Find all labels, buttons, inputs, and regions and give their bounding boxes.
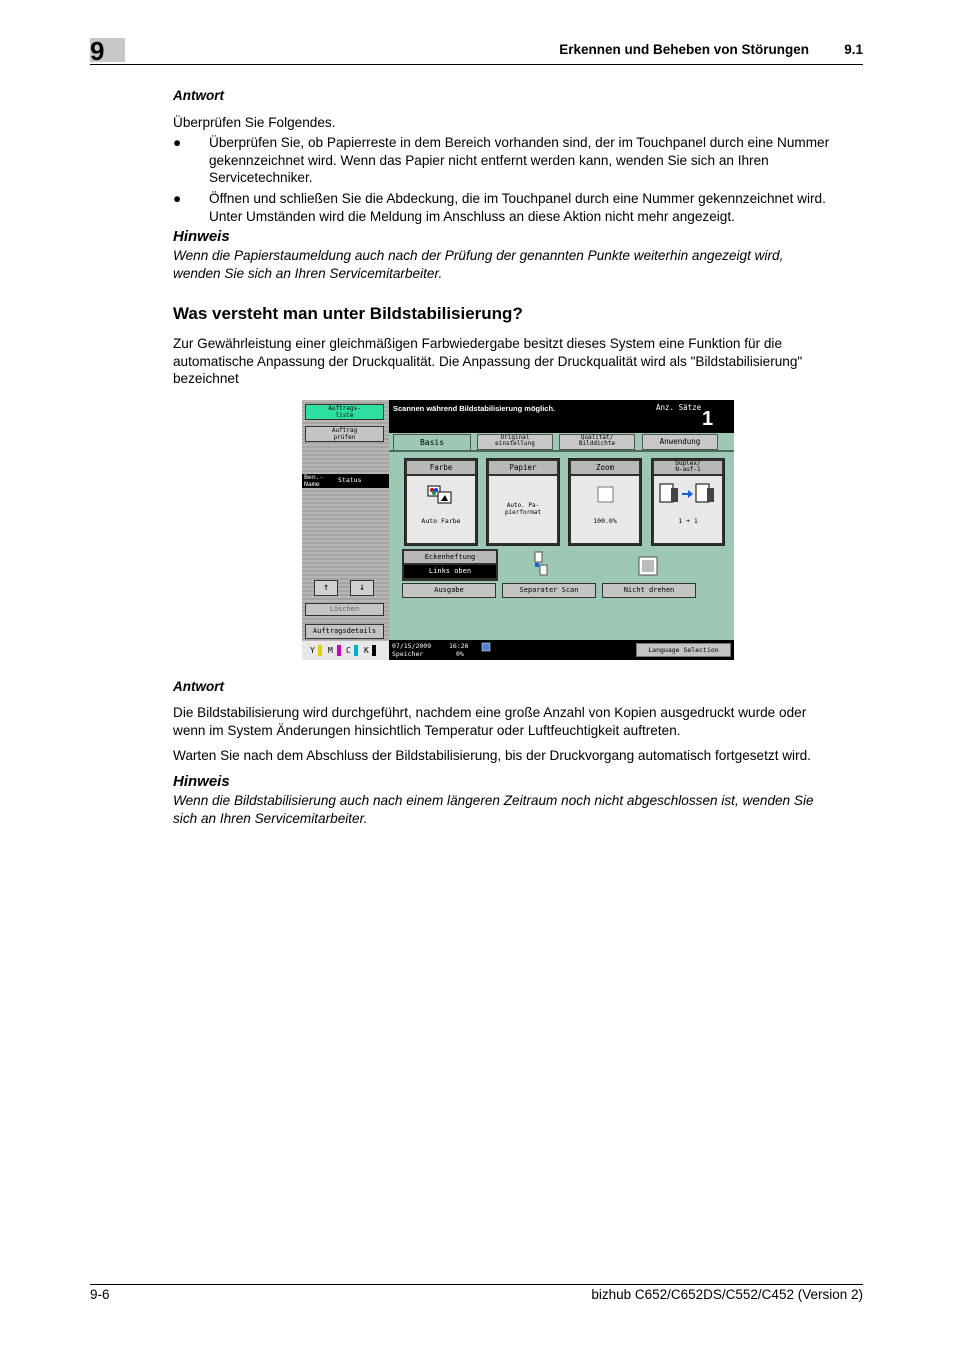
- job-details-button[interactable]: Auftragsdetails: [305, 624, 384, 639]
- button-caption: Zoom: [571, 461, 639, 474]
- header-rule: [90, 64, 863, 65]
- paragraph-line: Die Bildstabilisierung wird durchgeführt, nachdem eine große Anzahl von Kopien ausgedruckt wurde oder: [173, 705, 807, 720]
- bullet-dot: ●: [173, 135, 182, 150]
- button-label: Auftrag: [331, 427, 358, 434]
- button-caption: [654, 461, 722, 474]
- job-list-button[interactable]: [305, 404, 384, 420]
- date-display: 07/15/2009: [392, 642, 432, 650]
- scroll-down-button[interactable]: ↓: [350, 580, 374, 596]
- memory-value: 0%: [456, 650, 464, 658]
- value-line: pierformat: [504, 509, 542, 516]
- list-item-line: Öffnen und schließen Sie die Abdeckung, die im Touchpanel durch eine Nummer gekennzeichnet wird.: [209, 191, 826, 206]
- note-line: Wenn die Bildstabilisierung auch nach einem längeren Zeitraum noch nicht abgeschlossen ist, wenden Sie: [173, 793, 814, 808]
- sets-label: Anz. Sätze: [656, 403, 702, 412]
- zoom-button[interactable]: [568, 458, 642, 546]
- auto-color-icon: [407, 476, 475, 516]
- caption-line: N-auf-1: [675, 466, 701, 473]
- staple-label: Eckenheftung: [404, 551, 496, 563]
- sets-value: 1: [702, 408, 714, 430]
- answer-label: Antwort: [173, 88, 224, 103]
- network-icon: [481, 642, 491, 652]
- list-item-line: Überprüfen Sie, ob Papierreste in dem Bereich vorhanden sind, der im Touchpanel durch eine Nummer: [209, 135, 830, 150]
- paragraph-line: wenn im System Änderungen hinsichtlich Temperatur oder Luftfeuchtigkeit auftreten.: [173, 722, 681, 738]
- tab-label: Bilddichte: [578, 440, 616, 447]
- bottom-bar: [389, 640, 734, 660]
- main-area: [389, 433, 734, 640]
- tab-quality[interactable]: [559, 434, 635, 450]
- button-label: prüfen: [333, 434, 356, 441]
- list-item-line: Unter Umständen wird die Meldung im Anschluss an diese Aktion nicht mehr angezeigt.: [209, 208, 735, 224]
- toner-c-bar: [354, 645, 358, 656]
- scroll-up-button[interactable]: ↑: [314, 580, 338, 596]
- paragraph-line: bezeichnet: [173, 371, 239, 386]
- caption-line: Duplex/: [675, 460, 701, 467]
- check-job-button[interactable]: [305, 426, 384, 442]
- header-line: Ben.-: [304, 473, 324, 481]
- button-face: [407, 476, 475, 543]
- toner-m-label: M: [328, 646, 333, 655]
- button-caption: Papier: [489, 461, 557, 474]
- page-number: 9-6: [90, 1287, 110, 1302]
- bullet-list: [173, 134, 863, 188]
- memory-label: Speicher: [392, 650, 424, 658]
- tab-original-setting[interactable]: [477, 434, 553, 450]
- answer-paragraph: [173, 704, 863, 739]
- list-item-text: [209, 134, 863, 187]
- footer-model: bizhub C652/C652DS/C552/C452 (Version 2): [591, 1287, 863, 1302]
- rotation-icon: [637, 555, 661, 579]
- toner-y-bar: [318, 645, 322, 656]
- button-caption: Farbe: [407, 461, 475, 474]
- status-message: Scannen während Bildstabilisierung möglich.: [393, 404, 556, 413]
- toner-k-bar: [372, 645, 376, 656]
- tab-label: Qualität/: [580, 434, 614, 441]
- button-value: [489, 502, 557, 516]
- no-rotate-button[interactable]: Nicht drehen: [602, 583, 696, 598]
- toner-y-label: Y: [310, 646, 315, 655]
- staple-position-icon: [529, 551, 559, 579]
- left-column: [302, 400, 389, 660]
- staple-button[interactable]: [402, 549, 498, 581]
- button-value: Auto Farbe: [421, 517, 461, 525]
- toner-c-label: C: [346, 646, 351, 655]
- section-heading: Was versteht man unter Bildstabilisierung?: [173, 304, 523, 323]
- note-line: wenden Sie sich an Ihren Servicemitarbeiter.: [173, 265, 443, 281]
- list-item-text: [209, 190, 863, 225]
- color-button[interactable]: [404, 458, 478, 546]
- list-item-line: gekennzeichnet wird. Wenn das Papier nicht entfernt werden kann, wenden Sie sich an Ihren: [209, 152, 769, 168]
- column-status: Status: [338, 476, 362, 484]
- column-user-name: [304, 474, 324, 488]
- button-value: 100.0%: [593, 517, 617, 525]
- zoom-icon: [571, 476, 639, 516]
- chapter-number: 9: [90, 36, 105, 66]
- note-text: [173, 247, 863, 282]
- intro-text: Überprüfen Sie Folgendes.: [173, 115, 336, 130]
- header-title: Erkennen und Beheben von Störungen: [559, 42, 809, 57]
- footer-rule: [90, 1284, 863, 1285]
- paragraph-line: Zur Gewährleistung einer gleichmäßigen Farbwiedergabe besitzt dieses System eine Funktion für die: [173, 336, 783, 351]
- time-display: 16:26: [449, 642, 469, 650]
- button-face: [571, 476, 639, 543]
- toner-levels: [302, 641, 389, 660]
- button-face: [489, 476, 557, 543]
- button-label: Auftrags-: [328, 405, 361, 412]
- job-table-header: [302, 474, 389, 488]
- tab-label: Original: [500, 434, 530, 441]
- output-button[interactable]: Ausgabe: [402, 583, 496, 598]
- tab-label: einstellung: [495, 440, 535, 447]
- header-line: Name: [304, 480, 320, 488]
- answer-paragraph-2: Warten Sie nach dem Abschluss der Bildstabilisierung, bis der Druckvorgang automatisch fortgesetzt wird.: [173, 748, 811, 763]
- button-label: liste: [335, 412, 354, 419]
- tab-application[interactable]: Anwendung: [642, 434, 718, 450]
- note-label: Hinweis: [173, 228, 230, 245]
- duplex-icon: [654, 476, 722, 516]
- language-selection-button[interactable]: Language Selection: [636, 643, 731, 657]
- separate-scan-button[interactable]: Separater Scan: [502, 583, 596, 598]
- button-value: 1 ➔ 1: [678, 517, 698, 525]
- paragraph-line: automatische Anpassung der Druckqualität. Die Anpassung der Druckqualität wird als "Bildstabilisierung": [173, 353, 803, 369]
- toner-k-label: K: [364, 646, 369, 655]
- note-text: [173, 792, 863, 827]
- duplex-button[interactable]: [651, 458, 725, 546]
- header-section: 9.1: [844, 42, 863, 57]
- status-bar: [389, 400, 734, 433]
- answer-label: Antwort: [173, 679, 224, 694]
- bullet-list: [173, 190, 863, 226]
- value-line: Auto. Pa-: [506, 502, 540, 509]
- list-item-line: Servicetechniker.: [209, 170, 313, 185]
- delete-button[interactable]: Löschen: [305, 603, 384, 616]
- button-face: [654, 476, 722, 543]
- tab-basis[interactable]: Basis: [393, 434, 471, 451]
- note-line: Wenn die Papierstaumeldung auch nach der Prüfung der genannten Punkte weiterhin angezeigt wird,: [173, 248, 784, 263]
- note-label: Hinweis: [173, 773, 230, 790]
- control-panel-screenshot: [302, 400, 734, 660]
- paper-button[interactable]: [486, 458, 560, 546]
- toner-m-bar: [337, 645, 341, 656]
- bullet-dot: ●: [173, 191, 182, 206]
- paragraph: [173, 335, 863, 388]
- note-line: sich an Ihren Servicemitarbeiter.: [173, 810, 368, 826]
- staple-value: Links oben: [404, 565, 496, 578]
- tab-underline: [389, 450, 734, 452]
